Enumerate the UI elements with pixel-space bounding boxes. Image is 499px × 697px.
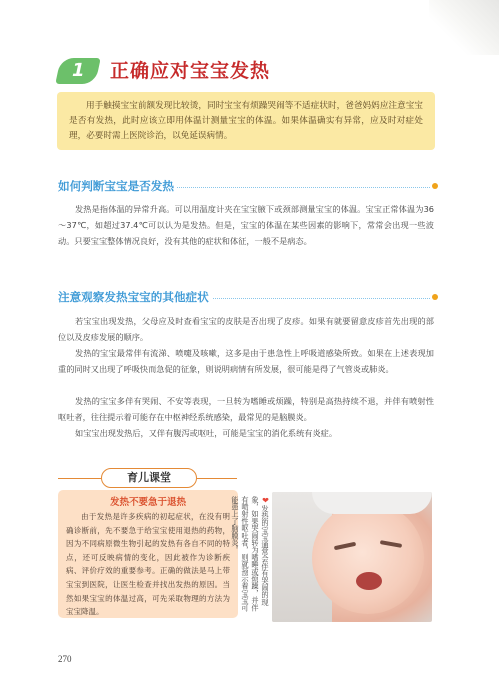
paragraph: 发热的宝宝多伴有哭闹、不安等表现，一旦转为嗜睡或烦躁，特别是高热持续不退，并伴有喷射性呕吐者，往往提示着可能存在中枢神经系统感染，最常见的是脑膜炎。 bbox=[58, 396, 434, 422]
heading-end-dot bbox=[432, 183, 438, 189]
page-corner-shadow bbox=[429, 0, 499, 55]
page-number: 270 bbox=[58, 654, 72, 664]
heading-text: 如何判断宝宝是否发热 bbox=[58, 178, 177, 194]
tip-label: 育儿课堂 bbox=[101, 468, 197, 488]
heading-end-dot bbox=[432, 294, 438, 300]
tip-body: 由于发热是许多疾病的初起症状，在没有明确诊断前，先不要急于给宝宝使用退热的药物，因为不同病原微生物引起的发热有各自不同的特点，还可反映病情的变化，因此被作为诊断疾病、评价疗效的重要参考。正确的做法是马上带宝宝到医院，让医生检查并找出发热的原因。当然如果宝宝的体温过高，可先采取物理的方法为宝宝降温。 bbox=[66, 512, 230, 617]
paragraph: 如宝宝出现发热后，又伴有腹泻或呕吐，可能是宝宝的消化系统有炎症。 bbox=[75, 428, 338, 438]
tip-title: 发热不要急于退热 bbox=[109, 497, 186, 508]
paragraph: 发热是指体温的异常升高。可以用温度计夹在宝宝腋下或颈部测量宝宝的体温。宝宝正常体温为36～37℃，如超过37.4℃可以认为是发热。但是，宝宝的体温在某些因素的影响下，常常会出现一些波动。只要宝宝整体情况良好，没有其他的症状和体征，一般不是病态。 bbox=[58, 204, 434, 246]
section-title: 正确应对宝宝发热 bbox=[110, 60, 271, 82]
heart-icon: ❤ bbox=[261, 496, 270, 505]
photo-caption-text: 发热的宝宝通常会伴有哭闹的现象，如果哭闹转为嗜睡或烦躁，并伴有喷射性呕吐者，则就预示着宝宝可能患上了脑膜炎。 bbox=[231, 496, 270, 612]
tip-label-line-left bbox=[58, 478, 101, 479]
crying-baby-photo bbox=[272, 492, 432, 622]
paragraph: 发热的宝宝最常伴有流涕、喷嚏及咳嗽，这多是由于患急性上呼吸道感染所致。如果在上述表现加重的同时又出现了呼吸快而急促的征象，则说明病情有所发展，很可能是得了气管炎或肺炎。 bbox=[58, 348, 434, 374]
photo-caption bbox=[231, 496, 270, 614]
heading-other-symptoms bbox=[58, 289, 438, 305]
section-number-badge: 1 bbox=[55, 58, 101, 84]
tip-card bbox=[58, 490, 238, 618]
tip-label-line-right bbox=[197, 478, 237, 479]
heading-text: 注意观察发热宝宝的其他症状 bbox=[58, 289, 212, 305]
section-header bbox=[58, 56, 378, 86]
intro-box: 用手触摸宝宝前额发现比较烫，同时宝宝有烦躁哭闹等不适症状时，爸爸妈妈应注意宝宝是否有发热，此时应该立即用体温计测量宝宝的体温。如果体温确实有异常，应及时对症处理，必要时需上医院诊治，以免延误病情。 bbox=[57, 92, 435, 150]
paragraph: 若宝宝出现发热，父母应及时查看宝宝的皮肤是否出现了皮疹。如果有就要留意皮疹首先出现的部位以及皮疹发展的顺序。 bbox=[58, 316, 434, 342]
heading-judge-fever bbox=[58, 178, 438, 194]
